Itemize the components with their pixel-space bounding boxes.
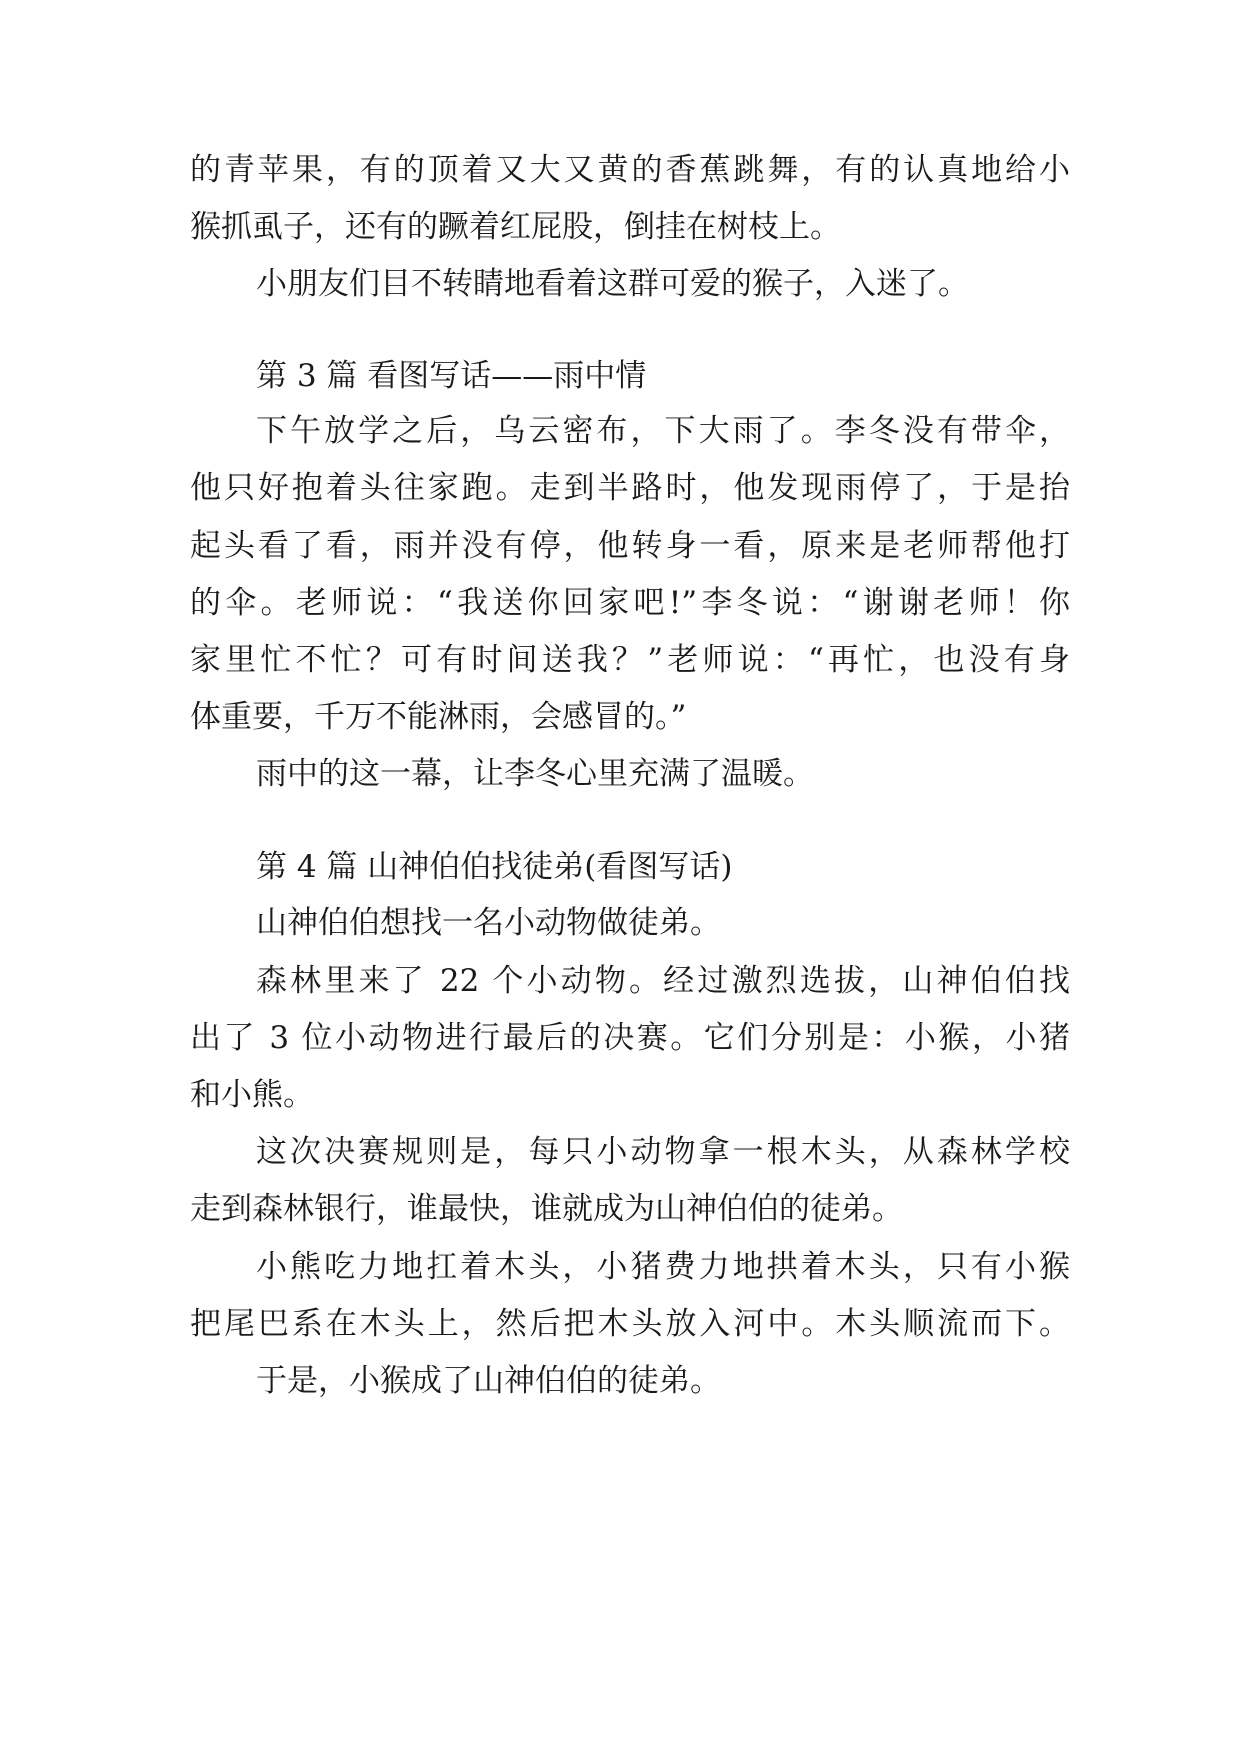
intro-p1-line-2: 猴抓虱子，还有的蹶着红屁股，倒挂在树枝上。 bbox=[190, 209, 841, 245]
article-3-p1-line-5: 家里忙不忙？可有时间送我？”老师说：“再忙，也没有身 bbox=[190, 642, 1070, 678]
article-4-p2-line-3: 和小熊。 bbox=[190, 1077, 314, 1113]
article-3-p2-line-1: 雨中的这一幕，让李冬心里充满了温暖。 bbox=[256, 756, 814, 792]
article-4-title: 第 4 篇 山神伯伯找徒弟(看图写话) bbox=[256, 849, 733, 885]
article-3-p1-line-3: 起头看了看，雨并没有停，他转身一看，原来是老师帮他打 bbox=[190, 528, 1070, 564]
article-3-p1-line-4: 的伞。老师说：“我送你回家吧!”李冬说：“谢谢老师！你 bbox=[190, 585, 1070, 621]
article-3-p1-line-2: 他只好抱着头往家跑。走到半路时，他发现雨停了，于是抬 bbox=[190, 470, 1070, 506]
intro-p2-line-1: 小朋友们目不转睛地看着这群可爱的猴子，入迷了。 bbox=[256, 266, 969, 302]
intro-p1-line-1: 的青苹果，有的顶着又大又黄的香蕉跳舞，有的认真地给小 bbox=[190, 152, 1070, 188]
article-3-title: 第 3 篇 看图写话——雨中情 bbox=[256, 358, 647, 394]
article-4-p1-line-1: 山神伯伯想找一名小动物做徒弟。 bbox=[256, 905, 721, 941]
article-4-p4-line-2: 把尾巴系在木头上，然后把木头放入河中。木头顺流而下。 bbox=[190, 1306, 1070, 1342]
article-3-p1-line-1: 下午放学之后，乌云密布，下大雨了。李冬没有带伞， bbox=[256, 413, 1070, 449]
article-4-p5-line-1: 于是，小猴成了山神伯伯的徒弟。 bbox=[256, 1363, 721, 1399]
article-4-p2-line-2: 出了 3 位小动物进行最后的决赛。它们分别是：小猴，小猪 bbox=[190, 1020, 1070, 1056]
article-4-p3-line-2: 走到森林银行，谁最快，谁就成为山神伯伯的徒弟。 bbox=[190, 1191, 903, 1227]
article-4-p2-line-1: 森林里来了 22 个小动物。经过激烈选拔，山神伯伯找 bbox=[256, 963, 1070, 999]
article-4-p4-line-1: 小熊吃力地扛着木头，小猪费力地拱着木头，只有小猴 bbox=[256, 1249, 1070, 1285]
article-3-p1-line-6: 体重要，千万不能淋雨，会感冒的。” bbox=[190, 699, 687, 735]
article-4-p3-line-1: 这次决赛规则是，每只小动物拿一根木头，从森林学校 bbox=[256, 1134, 1070, 1170]
